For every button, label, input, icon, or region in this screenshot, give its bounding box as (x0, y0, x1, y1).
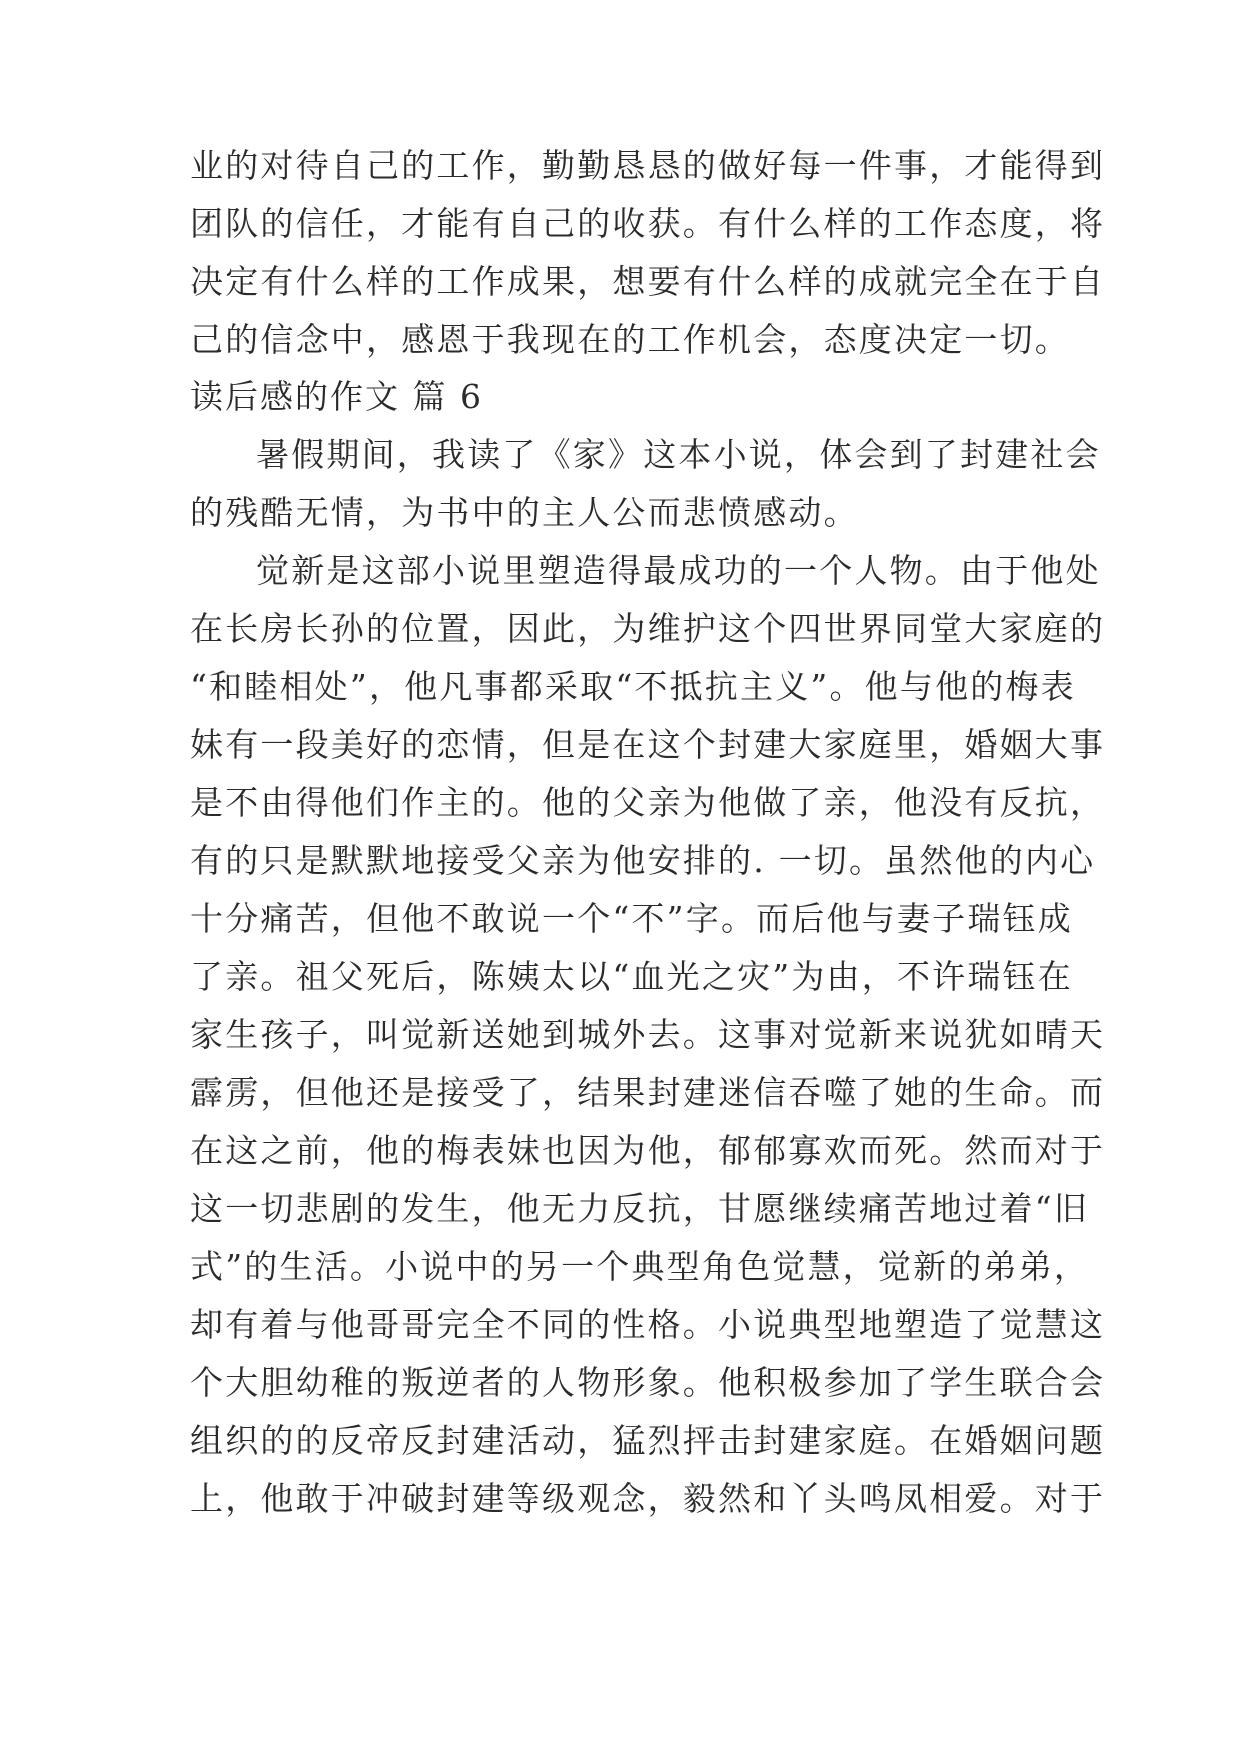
text-line: 上，他敢于冲破封建等级观念，毅然和丫头鸣凤相爱。对于 (190, 1479, 1106, 1518)
text-line: 团队的信任，才能有自己的收获。有什么样的工作态度，将 (190, 204, 1106, 243)
text-line: 觉新是这部小说里塑造得最成功的一个人物。由于他处 (256, 551, 1101, 590)
text-line: 组织的的反帝反封建活动，猛烈抨击封建家庭。在婚姻问题 (190, 1421, 1106, 1460)
text-line: 式”的生活。小说中的另一个典型角色觉慧，觉新的弟弟， (190, 1247, 1090, 1286)
section-heading: 读后感的作文 篇 6 (190, 377, 483, 416)
text-line: 却有着与他哥哥完全不同的性格。小说典型地塑造了觉慧这 (190, 1305, 1106, 1344)
text-line: 业的对待自己的工作，勤勤恳恳的做好每一件事，才能得到 (190, 146, 1106, 185)
text-line: 了亲。祖父死后，陈姨太以“血光之灾”为由，不许瑞钰在 (190, 957, 1073, 996)
text-line: 霹雳，但他还是接受了，结果封建迷信吞噬了她的生命。而 (190, 1073, 1106, 1112)
text-line: 暑假期间，我读了《家》这本小说，体会到了封建社会 (256, 435, 1101, 474)
text-line: 在长房长孙的位置，因此，为维护这个四世界同堂大家庭的 (190, 609, 1106, 648)
text-line: 的残酷无情，为书中的主人公而悲愤感动。 (190, 493, 859, 532)
text-line: 家生孩子，叫觉新送她到城外去。这事对觉新来说犹如晴天 (190, 1015, 1106, 1054)
text-line: 这一切悲剧的发生，他无力反抗，甘愿继续痛苦地过着“旧 (190, 1189, 1090, 1228)
text-line: 在这之前，他的梅表妹也因为他，郁郁寡欢而死。然而对于 (190, 1131, 1106, 1170)
text-line: 个大胆幼稚的叛逆者的人物形象。他积极参加了学生联合会 (190, 1363, 1106, 1402)
text-line: 决定有什么样的工作成果，想要有什么样的成就完全在于自 (190, 262, 1106, 301)
text-line: 十分痛苦，但他不敢说一个“不”字。而后他与妻子瑞钰成 (190, 899, 1073, 938)
text-line: 己的信念中，感恩于我现在的工作机会，态度决定一切。 (190, 320, 1070, 359)
text-line: 是不由得他们作主的。他的父亲为他做了亲，他没有反抗， (190, 783, 1106, 822)
text-line: 有的只是默默地接受父亲为他安排的. 一切。虽然他的内心 (190, 841, 1096, 880)
text-line: “和睦相处”，他凡事都采取“不抵抗主义”。他与他的梅表 (190, 667, 1076, 706)
text-line: 妹有一段美好的恋情，但是在这个封建大家庭里，婚姻大事 (190, 725, 1106, 764)
